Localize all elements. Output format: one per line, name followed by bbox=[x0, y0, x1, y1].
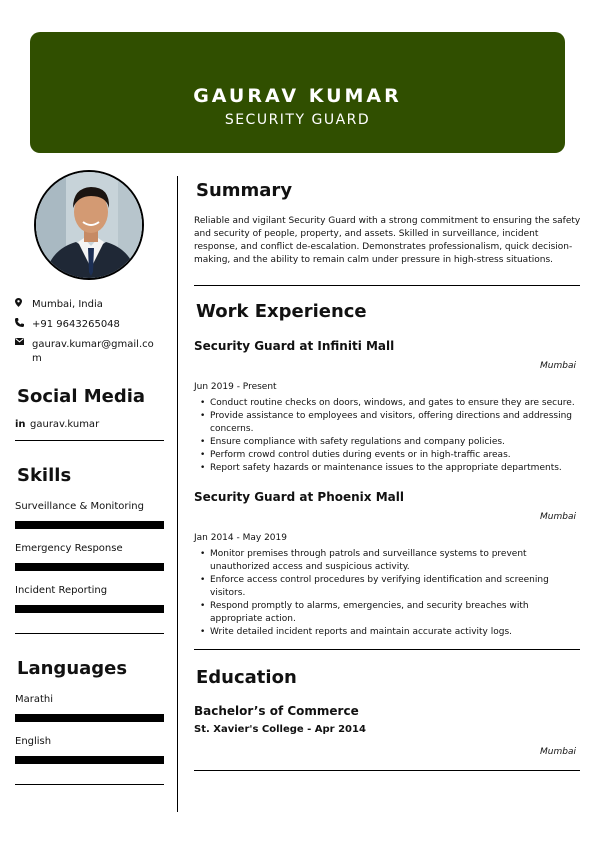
linkedin-link[interactable] bbox=[15, 419, 99, 430]
job-bullet: • Respond promptly to alarms, emergencies, and security breaches with appropriate action. bbox=[194, 600, 580, 626]
column-divider bbox=[177, 176, 178, 812]
skill-bar bbox=[15, 563, 164, 571]
languages-title: Languages bbox=[17, 658, 128, 679]
job-title: Security Guard at Phoenix Mall bbox=[194, 490, 404, 504]
contact-phone bbox=[15, 318, 120, 332]
experience-divider bbox=[194, 649, 580, 650]
skills-title: Skills bbox=[17, 465, 72, 486]
language-label: English bbox=[15, 736, 52, 747]
education-divider bbox=[194, 770, 580, 771]
linkedin-handle[interactable]: gaurav.kumar bbox=[30, 419, 100, 430]
social-divider bbox=[15, 440, 164, 441]
person-portrait-icon bbox=[36, 172, 144, 280]
job-dates: Jun 2019 - Present bbox=[194, 382, 277, 392]
social-media-title: Social Media bbox=[17, 386, 146, 407]
email-text-line2[interactable]: m bbox=[32, 353, 42, 364]
skill-bar bbox=[15, 605, 164, 613]
map-pin-icon bbox=[15, 298, 32, 312]
language-bar bbox=[15, 756, 164, 764]
job-location: Mumbai bbox=[540, 512, 576, 522]
job-bullet: • Perform crowd control duties during events or in high-traffic areas. bbox=[194, 449, 580, 462]
job-bullet: • Write detailed incident reports and maintain accurate activity logs. bbox=[194, 626, 580, 639]
skill-label: Incident Reporting bbox=[15, 585, 108, 596]
education-title: Education bbox=[196, 667, 297, 688]
job-bullet: • Conduct routine checks on doors, windows, and gates to ensure they are secure. bbox=[194, 397, 580, 410]
language-bar bbox=[15, 714, 164, 722]
candidate-name: GAURAV KUMAR bbox=[193, 85, 402, 107]
candidate-role: SECURITY GUARD bbox=[224, 112, 371, 128]
job-bullets bbox=[194, 548, 580, 639]
envelope-icon bbox=[15, 338, 32, 366]
skill-label: Surveillance & Monitoring bbox=[15, 501, 144, 512]
education-school: St. Xavier's College - Apr 2014 bbox=[194, 724, 366, 735]
languages-divider bbox=[15, 784, 164, 785]
contact-email[interactable] bbox=[15, 338, 154, 366]
job-bullet: • Report safety hazards or maintenance issues to the appropriate departments. bbox=[194, 462, 580, 475]
language-label: Marathi bbox=[15, 694, 54, 705]
job-dates: Jan 2014 - May 2019 bbox=[194, 533, 287, 543]
education-degree: Bachelor’s of Commerce bbox=[194, 704, 359, 718]
skill-label: Emergency Response bbox=[15, 543, 123, 554]
location-text: Mumbai, India bbox=[32, 299, 103, 310]
job-location: Mumbai bbox=[540, 361, 576, 371]
job-title: Security Guard at Infiniti Mall bbox=[194, 339, 395, 353]
phone-text: +91 9643265048 bbox=[32, 319, 120, 330]
job-bullet: • Ensure compliance with safety regulations and company policies. bbox=[194, 436, 580, 449]
header-banner bbox=[30, 32, 565, 153]
contact-location bbox=[15, 298, 103, 312]
job-bullet: • Provide assistance to employees and visitors, offering directions and addressing concerns. bbox=[194, 410, 580, 436]
summary-text: Reliable and vigilant Security Guard with a strong commitment to ensuring the safety and security of people, property, and assets. Skilled in surveillance, incident response, and conflict de-escalation. Demonstrates professionalism, quick decision-making, and the ability to remain calm under pressure in high-stress situations. bbox=[194, 216, 581, 265]
skill-bar bbox=[15, 521, 164, 529]
skills-divider bbox=[15, 633, 164, 634]
phone-icon bbox=[15, 318, 32, 332]
email-text-line1[interactable]: gaurav.kumar@gmail.co bbox=[32, 339, 154, 350]
summary-title: Summary bbox=[196, 180, 293, 201]
profile-photo bbox=[34, 170, 144, 280]
experience-title: Work Experience bbox=[196, 301, 367, 322]
job-bullet: • Enforce access control procedures by verifying identification and screening visitors. bbox=[194, 574, 580, 600]
summary-divider bbox=[194, 285, 580, 286]
linkedin-icon: in bbox=[15, 419, 26, 430]
job-bullet: • Monitor premises through patrols and surveillance systems to prevent unauthorized access and suspicious activity. bbox=[194, 548, 580, 574]
job-bullets bbox=[194, 397, 580, 475]
education-location: Mumbai bbox=[540, 747, 576, 757]
